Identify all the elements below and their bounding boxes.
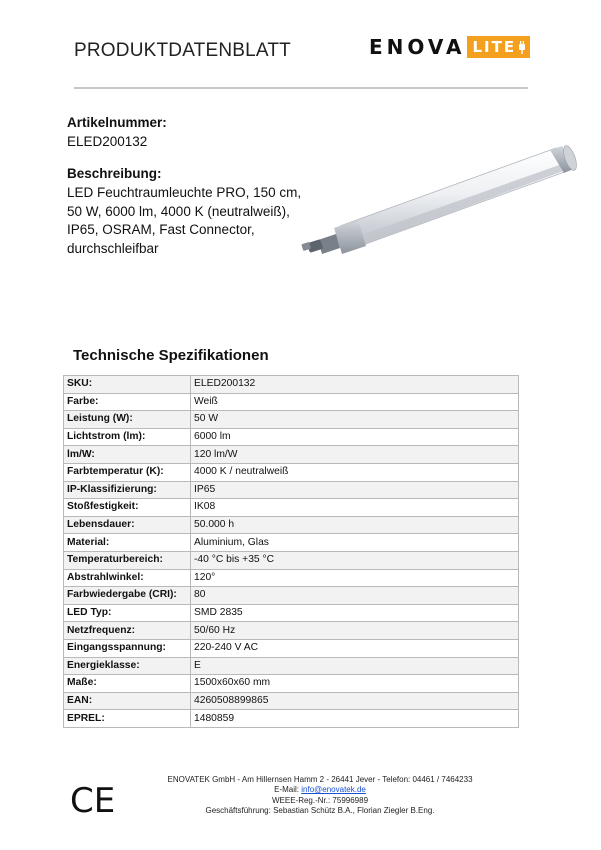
spec-value: IP65 <box>191 481 519 499</box>
article-number-label: Artikelnummer: <box>67 115 167 130</box>
table-row <box>64 411 519 429</box>
spec-value: SMD 2835 <box>191 604 519 622</box>
spec-key: Netzfrequenz: <box>64 622 191 640</box>
page-title: PRODUKTDATENBLATT <box>74 40 291 61</box>
spec-value: ELED200132 <box>191 376 519 394</box>
spec-table <box>63 375 519 728</box>
table-row <box>64 481 519 499</box>
table-row <box>64 657 519 675</box>
description-line: LED Feuchtraumleuchte PRO, 150 cm, <box>67 185 302 200</box>
spec-value: IK08 <box>191 499 519 517</box>
spec-value: E <box>191 657 519 675</box>
description-text <box>67 184 301 258</box>
spec-value: 6000 lm <box>191 428 519 446</box>
footer-email-line <box>120 785 520 795</box>
spec-value: 120° <box>191 569 519 587</box>
spec-key: Stoßfestigkeit: <box>64 499 191 517</box>
description-label: Beschreibung: <box>67 166 162 181</box>
brand-logo <box>369 36 530 58</box>
spec-key: Lichtstrom (lm): <box>64 428 191 446</box>
table-row <box>64 622 519 640</box>
spec-value: Aluminium, Glas <box>191 534 519 552</box>
spec-key: SKU: <box>64 376 191 394</box>
footer-email-link[interactable]: info@enovatek.de <box>301 785 366 795</box>
spec-value: -40 °C bis +35 °C <box>191 551 519 569</box>
table-row <box>64 569 519 587</box>
spec-key: Farbwiedergabe (CRI): <box>64 587 191 605</box>
description-line: 50 W, 6000 lm, 4000 K (neutralweiß), <box>67 203 290 219</box>
spec-key: LED Typ: <box>64 604 191 622</box>
table-row <box>64 376 519 394</box>
spec-value: 4260508899865 <box>191 692 519 710</box>
spec-value: 220-240 V AC <box>191 639 519 657</box>
table-row <box>64 446 519 464</box>
spec-key: Farbe: <box>64 393 191 411</box>
spec-key: Leistung (W): <box>64 411 191 429</box>
spec-key: Lebensdauer: <box>64 516 191 534</box>
spec-key: Material: <box>64 534 191 552</box>
ce-mark-text: CE <box>70 782 116 816</box>
spec-value: 50/60 Hz <box>191 622 519 640</box>
spec-key: Eingangsspannung: <box>64 639 191 657</box>
footer-company-line: ENOVATEK GmbH - Am Hillernsen Hamm 2 - 26441 Jever - Telefon: 04461 / 7464233 <box>167 775 473 784</box>
spec-key: Farbtemperatur (K): <box>64 463 191 481</box>
spec-key: EAN: <box>64 692 191 710</box>
table-row <box>64 534 519 552</box>
spec-value: Weiß <box>191 393 519 411</box>
spec-value: 50.000 h <box>191 516 519 534</box>
spec-value: 80 <box>191 587 519 605</box>
plug-icon <box>518 41 526 54</box>
table-row <box>64 604 519 622</box>
table-row <box>64 551 519 569</box>
table-row <box>64 587 519 605</box>
spec-key: Maße: <box>64 675 191 693</box>
spec-key: Abstrahlwinkel: <box>64 569 191 587</box>
table-row <box>64 516 519 534</box>
product-image-lamp <box>300 136 590 266</box>
table-row <box>64 428 519 446</box>
article-number-value: ELED200132 <box>67 134 148 149</box>
ce-mark-icon <box>70 782 118 816</box>
description-line: IP65, OSRAM, Fast Connector, <box>67 222 255 237</box>
header-divider <box>74 87 528 89</box>
spec-value: 1480859 <box>191 710 519 728</box>
logo-accent-text: LITE <box>472 38 517 56</box>
table-row <box>64 710 519 728</box>
spec-key: Temperaturbereich: <box>64 551 191 569</box>
spec-value: 1500x60x60 mm <box>191 675 519 693</box>
spec-value: 120 lm/W <box>191 446 519 464</box>
table-row <box>64 675 519 693</box>
table-row <box>64 499 519 517</box>
footer-email-prefix: E-Mail: <box>274 785 302 795</box>
table-row <box>64 639 519 657</box>
table-row <box>64 692 519 710</box>
footer-management-line: Geschäftsführung: Sebastian Schütz B.A., Florian Ziegler B.Eng. <box>205 806 435 816</box>
description-line: durchschleifbar <box>67 240 159 256</box>
spec-key: IP-Klassifizierung: <box>64 481 191 499</box>
spec-key: Energieklasse: <box>64 657 191 675</box>
spec-key: lm/W: <box>64 446 191 464</box>
spec-value: 4000 K / neutralweiß <box>191 463 519 481</box>
table-row <box>64 393 519 411</box>
spec-value: 50 W <box>191 411 519 429</box>
table-row <box>64 463 519 481</box>
spec-section-title: Technische Spezifikationen <box>73 347 269 364</box>
logo-accent-badge <box>467 36 530 58</box>
footer <box>120 775 520 817</box>
footer-weee-line: WEEE-Reg.-Nr.: 75996989 <box>271 795 369 805</box>
spec-key: EPREL: <box>64 710 191 728</box>
logo-main-text: ENOVA <box>369 35 466 59</box>
